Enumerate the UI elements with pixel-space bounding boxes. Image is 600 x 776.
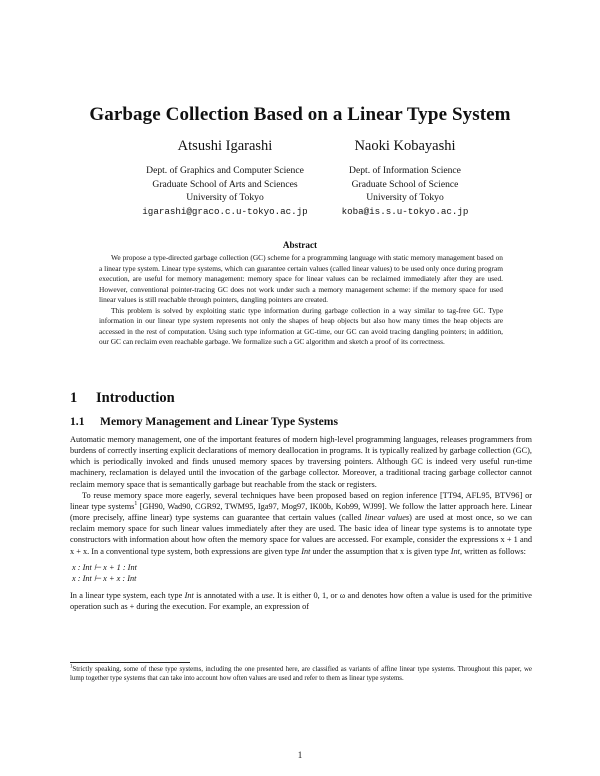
abstract-body <box>99 253 503 348</box>
typing-judgments <box>70 562 532 585</box>
paper-title: Garbage Collection Based on a Linear Type System <box>89 104 511 125</box>
body-paragraph-1: Automatic memory management, one of the important features of modern high-level programming languages, releases programmers from burdens of correctly inserting explicit declarations of memory deallocation in programs. It is typically realized by garbage collection (GC), which is periodically invoked and finds unused memory spaces by traversing pointers. Although GC is indeed very useful run-time machinery, reclamation is delayed until the invocation of the garbage collector. Moreover, a traditional tracing garbage collector cannot reclaim memory space that is semantically garbage but reachable from the stack or registers. <box>70 435 532 489</box>
author-email: igarashi@graco.c.u-tokyo.ac.jp <box>142 205 308 217</box>
author-affiliation-line: Dept. of Information Science <box>349 165 461 176</box>
author-block-2 <box>330 138 480 218</box>
abstract-heading: Abstract <box>282 240 318 250</box>
author-affiliation-line: Graduate School of Science <box>351 178 459 190</box>
author-email: koba@is.s.u-tokyo.ac.jp <box>341 205 469 217</box>
page-number: 1 <box>297 750 303 760</box>
author-affiliation-line: Graduate School of Arts and Sciences <box>152 178 298 190</box>
footnote <box>70 665 532 684</box>
math-line: x : Int ⊢ x + 1 : Int <box>72 562 137 572</box>
author-affiliation-line: University of Tokyo <box>366 192 444 203</box>
author-name: Atsushi Igarashi <box>177 138 273 154</box>
body-paragraph-3: In a linear type system, each type Int is annotated with a use. It is either 0, 1, or ω and denotes how often a value is used for the primitive operation such as + during the execution. For example, an expression of <box>70 590 532 611</box>
subsection-number: 1.1 <box>70 415 85 428</box>
author-block-1 <box>120 138 330 218</box>
footnote-rule <box>70 662 190 663</box>
subsection-title: Memory Management and Linear Type Systems <box>100 415 338 428</box>
section-number: 1 <box>70 390 78 406</box>
abstract-paragraph: This problem is solved by exploiting static type information during garbage collection in a way similar to tag-free GC. Type information in our linear type system represents not only the shapes of heap objects but also how many times the heap objects are accessed in the rest of computation. Using such type information at GC-time, our GC can avoid tracing dangling pointers; in addition, our GC can reclaim even reachable garbage. We formalize such a GC algorithm and sketch a proof of its correctness. <box>99 305 503 346</box>
subsection-heading <box>70 415 338 428</box>
abstract-paragraph: We propose a type-directed garbage collection (GC) scheme for a programming language with static memory management based on a linear type system. Linear type systems, which can guarantee certain values (called linear values) to be used only once during program execution, are useful for memory management: memory space for linear values can be reclaimed immediately after they are used. However, conventional pointer-tracing GC does not work under such a memory management scheme: if the memory space for used linear values is still reachable through pointers, dangling pointers are created. <box>99 253 503 304</box>
body-text <box>70 434 532 612</box>
footnote-text: Strictly speaking, some of these type systems, including the one presented here, are classified as variants of affine linear type systems. Throughout this paper, we lump together type systems that can take into account how often values are used and refer to them as linear type systems. <box>70 666 532 683</box>
body-paragraph-2: To reuse memory space more eagerly, several techniques have been proposed based on region inference [TT94, AFL95, BTV96] or linear type systems$^1$ [GH90, Wad90, CGR92, TWM95, Iga97, Mog97, IK00b, Kob99, WJ99]. We follow the latter approach here. Linear (more precisely, affine linear) type systems can guarantee that certain values (called linear values) are used at most once, so we can reclaim memory space for such linear values immediately after they are used. The basic idea of linear type systems is to annotate type constructors with information about how often the memory space for values are accessed. For example, consider the expressions x + 1 and x + x. In a conventional type system, both expressions are given type Int under the assumption that x is given type Int, written as follows: <box>70 490 533 556</box>
section-heading <box>70 390 175 407</box>
footnote-mark: 1 <box>70 664 73 670</box>
section-title: Introduction <box>96 390 175 406</box>
author-name: Naoki Kobayashi <box>354 138 456 154</box>
author-affiliation-line: University of Tokyo <box>186 192 264 203</box>
math-line: x : Int ⊢ x + x : Int <box>72 574 137 584</box>
author-affiliation-line: Dept. of Graphics and Computer Science <box>146 165 304 176</box>
footnote-marker: 1 <box>134 501 138 508</box>
